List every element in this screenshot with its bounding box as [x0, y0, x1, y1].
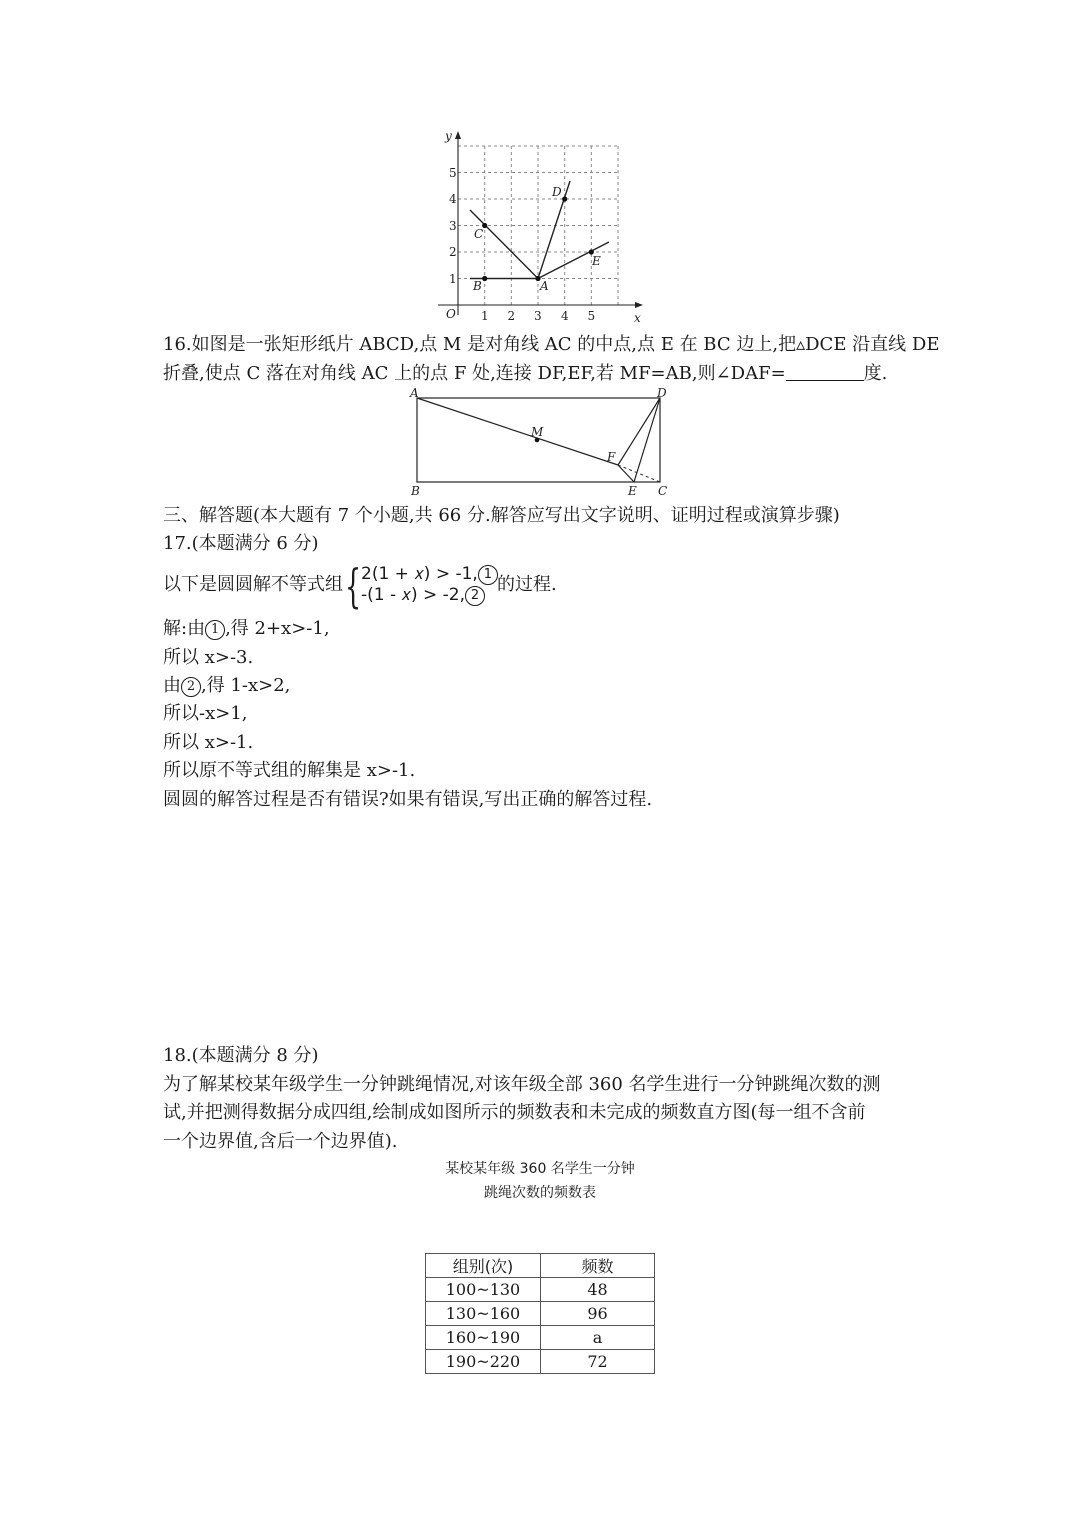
inequality-system	[361, 564, 498, 606]
cell-frequency: 72	[541, 1350, 655, 1374]
table-row	[426, 1350, 655, 1374]
q18-header: 18.(本题满分 8 分)	[163, 1045, 319, 1066]
cell-group: 100~130	[426, 1278, 541, 1302]
cell-frequency: a	[541, 1326, 655, 1350]
point-d	[562, 196, 567, 201]
table-header-row	[426, 1254, 655, 1278]
q17-intro-end: 的过程.	[497, 574, 557, 595]
rect-label-a: A	[410, 386, 419, 400]
circled-number-1: 1	[478, 565, 498, 585]
q16-line-2-text: 折叠,使点 C 落在对角线 AC 上的点 F 处,连接 DF,EF,若 MF=AB,则∠DAF=	[163, 363, 786, 384]
header-group: 组别(次)	[426, 1254, 541, 1278]
answer-blank[interactable]	[786, 362, 864, 381]
cell-frequency: 48	[541, 1278, 655, 1302]
table-title-2: 跳绳次数的频数表	[484, 1185, 596, 1201]
q18-paragraph-1: 为了解某校某年级学生一分钟跳绳情况,对该年级全部 360 名学生进行一分钟跳绳次数的测	[163, 1074, 881, 1095]
system-brace: {	[345, 559, 362, 613]
rect-label-m: M	[531, 425, 544, 439]
cell-group: 160~190	[426, 1326, 541, 1350]
solution-line-6: 所以原不等式组的解集是 x>-1.	[163, 760, 416, 781]
inequality-2: -(1 - 𝑥) > -2, 2	[361, 585, 498, 606]
circled-ref-1: 1	[205, 620, 225, 640]
rect-label-f: F	[607, 450, 616, 464]
q16-line-1: 16.如图是一张矩形纸片 ABCD,点 M 是对角线 AC 的中点,点 E 在 BC 边上,把▵DCE 沿直线 DE	[163, 334, 940, 355]
coordinate-graph	[430, 125, 650, 325]
rect-label-b: B	[411, 484, 420, 498]
cell-group: 190~220	[426, 1350, 541, 1374]
circled-ref-2: 2	[181, 677, 201, 697]
label-d: D	[552, 185, 562, 199]
solution-line-1: 解:由 1 ,得 2+x>-1,	[163, 618, 330, 639]
solution-line-4: 所以-x>1,	[163, 703, 248, 724]
cell-frequency: 96	[541, 1302, 655, 1326]
y-tick-2: 2	[449, 245, 457, 259]
grid	[458, 146, 618, 305]
y-tick-4: 4	[449, 192, 457, 206]
segments	[470, 181, 609, 279]
cell-group: 130~160	[426, 1302, 541, 1326]
y-axis-label: y	[445, 129, 452, 143]
rect-label-d: D	[657, 386, 667, 400]
q17-question: 圆圆的解答过程是否有错误?如果有错误,写出正确的解答过程.	[163, 789, 653, 810]
x-tick-2: 2	[507, 309, 516, 323]
q17-intro-text: 以下是圆圆解不等式组	[163, 574, 343, 595]
x-tick-5: 5	[587, 309, 596, 323]
label-c: C	[474, 227, 484, 241]
q16-line-2	[163, 360, 887, 388]
table-title-1: 某校某年级 360 名学生一分钟	[445, 1161, 635, 1177]
table-row	[426, 1278, 655, 1302]
q18-paragraph-3: 一个边界值,含后一个边界值).	[163, 1131, 398, 1152]
section-3-title: 三、解答题(本大题有 7 个小题,共 66 分.解答应写出文字说明、证明过程或演算步骤)	[163, 505, 840, 526]
y-tick-5: 5	[449, 166, 457, 180]
solution-line-2: 所以 x>-3.	[163, 647, 254, 668]
rect-label-c: C	[658, 484, 668, 498]
circled-number-2: 2	[465, 586, 485, 606]
x-tick-4: 4	[561, 309, 569, 323]
point-b	[482, 276, 487, 281]
y-tick-1: 1	[449, 272, 457, 286]
rectangle-figure	[405, 385, 680, 500]
table-row	[426, 1302, 655, 1326]
q18-paragraph-2: 试,并把测得数据分成四组,绘制成如图所示的频数表和未完成的频数直方图(每一组不含前	[163, 1102, 866, 1123]
rect-label-e: E	[628, 484, 637, 498]
label-a: A	[540, 279, 549, 293]
frequency-table	[425, 1253, 655, 1374]
q16-line-2-end: 度.	[863, 363, 888, 384]
y-tick-3: 3	[449, 219, 457, 233]
origin-label: O	[446, 307, 456, 321]
q17-header: 17.(本题满分 6 分)	[163, 533, 319, 554]
label-b: B	[473, 279, 482, 293]
header-frequency: 频数	[541, 1254, 655, 1278]
label-e: E	[592, 254, 601, 268]
q17-intro	[163, 571, 343, 599]
x-tick-1: 1	[481, 309, 489, 323]
solution-line-5: 所以 x>-1.	[163, 732, 254, 753]
x-tick-3: 3	[534, 309, 542, 323]
inequality-1: 2(1 + 𝑥) > -1, 1	[361, 564, 498, 585]
table-row	[426, 1326, 655, 1350]
solution-line-3: 由 2 ,得 1-x>2,	[163, 675, 291, 696]
x-axis-label: x	[634, 311, 641, 325]
